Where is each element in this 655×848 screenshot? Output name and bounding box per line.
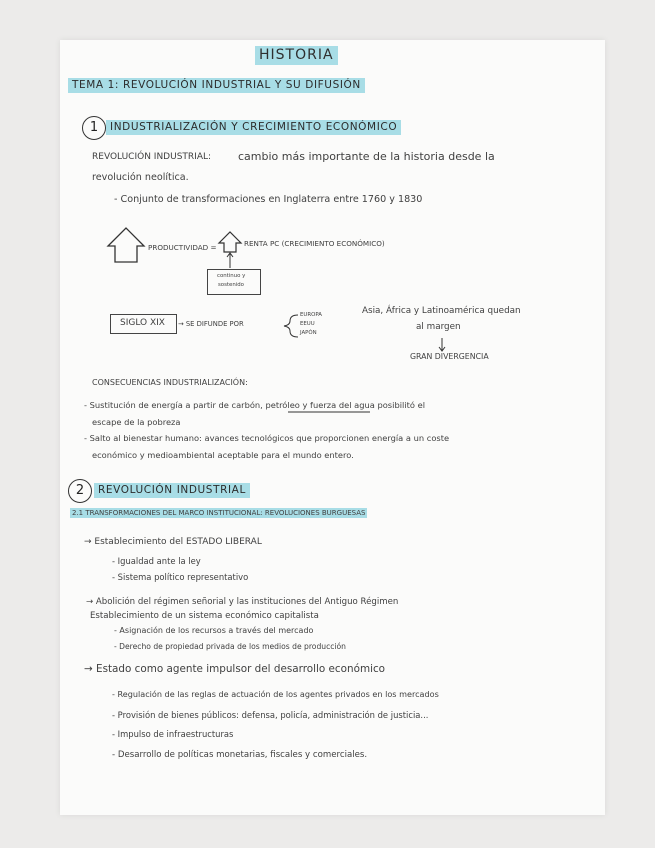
item-igualdad: - Igualdad ante la ley bbox=[112, 556, 201, 566]
consecuencia-2-b: económico y medioambiental aceptable para el mundo entero. bbox=[92, 450, 354, 460]
continuo-line-1: continuo y bbox=[217, 273, 246, 279]
asia-text-1: Asia, África y Latinoamérica quedan bbox=[362, 306, 521, 316]
item-asignacion: - Asignación de los recursos a través del mercado bbox=[114, 626, 314, 635]
asia-text-2: al margen bbox=[416, 322, 461, 332]
bullet-transformaciones: - Conjunto de transformaciones en Inglaterra entre 1760 y 1830 bbox=[114, 194, 423, 205]
consecuencia-1-b: escape de la pobreza bbox=[92, 417, 181, 427]
subsection-2-1: 2.1 TRANSFORMACIONES DEL MARCO INSTITUCIONAL: REVOLUCIONES BURGUESAS bbox=[72, 509, 366, 517]
se-difunde-label: → SE DIFUNDE POR bbox=[178, 320, 244, 328]
item-infraestructuras: - Impulso de infraestructuras bbox=[112, 729, 234, 739]
region-europa: EUROPA bbox=[300, 312, 322, 318]
item-abolicion: → Abolición del régimen señorial y las instituciones del Antiguo Régimen bbox=[86, 597, 399, 607]
renta-label: RENTA PC (CRECIMIENTO ECONÓMICO) bbox=[244, 239, 385, 248]
item-provision: - Provisión de bienes públicos: defensa, policía, administración de justicia... bbox=[112, 710, 429, 720]
page-title: HISTORIA bbox=[255, 46, 338, 65]
item-estado-agente: → Estado como agente impulsor del desarrollo económico bbox=[84, 663, 386, 675]
consecuencia-2-a: - Salto al bienestar humano: avances tecnológicos que proporcionen energía a un coste bbox=[84, 433, 450, 443]
siglo-label: SIGLO XIX bbox=[120, 318, 165, 328]
productividad-label: PRODUCTIVIDAD = bbox=[148, 243, 217, 252]
item-estado-liberal: → Establecimiento del ESTADO LIBERAL bbox=[84, 537, 262, 547]
item-capitalista: Establecimiento de un sistema económico capitalista bbox=[90, 611, 319, 621]
section-number-1: 1 bbox=[82, 116, 106, 140]
region-eeuu: EEUU bbox=[300, 321, 315, 327]
item-regulacion: - Regulación de las reglas de actuación de los agentes privados en los mercados bbox=[112, 689, 439, 699]
continuo-line-2: sostenido bbox=[218, 282, 244, 288]
region-japon: JAPÓN bbox=[300, 330, 317, 336]
definition-label: REVOLUCIÓN INDUSTRIAL: bbox=[92, 152, 212, 162]
definition-text-1: cambio más importante de la historia desde la bbox=[238, 150, 495, 163]
consecuencias-heading: CONSECUENCIAS INDUSTRIALIZACIÓN: bbox=[92, 378, 248, 387]
section-number-2: 2 bbox=[68, 479, 92, 503]
item-politicas: - Desarrollo de políticas monetarias, fiscales y comerciales. bbox=[112, 750, 368, 760]
item-propiedad: - Derecho de propiedad privada de los medios de producción bbox=[114, 642, 346, 651]
item-sistema-politico: - Sistema político representativo bbox=[112, 572, 249, 582]
section1-heading: INDUSTRIALIZACIÓN Y CRECIMIENTO ECONÓMICO bbox=[106, 120, 401, 135]
consecuencia-1-a: - Sustitución de energía a partir de carbón, petróleo y fuerza del agua posibilitó el bbox=[84, 400, 425, 410]
definition-text-2: revolución neolítica. bbox=[92, 172, 189, 183]
section2-heading: REVOLUCIÓN INDUSTRIAL bbox=[94, 483, 250, 498]
gran-divergencia: GRAN DIVERGENCIA bbox=[410, 352, 489, 361]
notebook-page bbox=[60, 40, 605, 815]
tema-heading: TEMA 1: REVOLUCIÓN INDUSTRIAL Y SU DIFUSIÓN bbox=[68, 78, 365, 93]
